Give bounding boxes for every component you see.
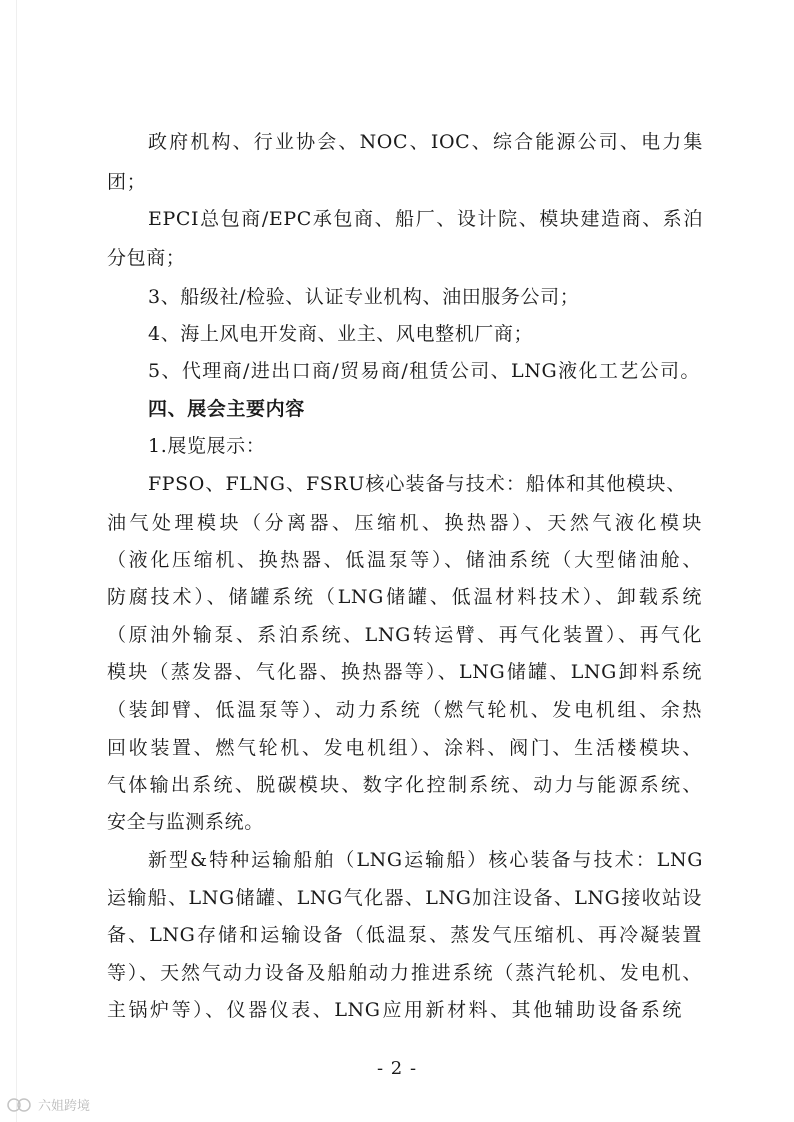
text-line: 新型&特种运输船舶（LNG运输船）核心装备与技术：LNG — [148, 849, 703, 871]
watermark-logo-icon — [6, 1097, 34, 1113]
text-line: 气体输出系统、脱碳模块、数字化控制系统、动力与能源系统、 — [107, 774, 702, 796]
page-number: - 2 - — [376, 1058, 418, 1079]
text-line: 5、代理商/进出口商/贸易商/租赁公司、LNG液化工艺公司。 — [148, 360, 700, 382]
text-line: 回收装置、燃气轮机、发电机组）、涂料、阀门、生活楼模块、 — [107, 737, 702, 759]
text-line: 模块（蒸发器、气化器、换热器等）、LNG储罐、LNG卸料系统 — [107, 661, 702, 683]
text-line: 防腐技术）、储罐系统（LNG储罐、低温材料技术）、卸载系统 — [107, 586, 702, 608]
section-heading: 四、展会主要内容 — [148, 398, 305, 420]
text-line: 团； — [107, 171, 147, 193]
scan-edge — [16, 0, 17, 1122]
text-line: EPCI总包商/EPC承包商、船厂、设计院、模块建造商、系泊 — [148, 208, 703, 230]
text-line: （液化压缩机、换热器、低温泵等）、储油系统（大型储油舱、 — [107, 549, 702, 571]
text-line: 安全与监测系统。 — [107, 811, 264, 833]
watermark-text: 六姐跨境 — [38, 1099, 91, 1114]
text-line: 政府机构、行业协会、NOC、IOC、综合能源公司、电力集 — [148, 131, 703, 153]
text-line: 4、海上风电开发商、业主、风电整机厂商； — [148, 323, 534, 345]
text-line: （装卸臂、低温泵等）、动力系统（燃气轮机、发电机组、余热 — [107, 699, 702, 721]
text-line: 等）、天然气动力设备及船舶动力推进系统（蒸汽轮机、发电机、 — [107, 962, 702, 984]
text-line: 运输船、LNG储罐、LNG气化器、LNG加注设备、LNG接收站设 — [107, 887, 702, 909]
text-line: 3、船级社/检验、认证专业机构、油田服务公司； — [148, 286, 580, 308]
text-line: 油气处理模块（分离器、压缩机、换热器）、天然气液化模块 — [107, 512, 702, 534]
text-line: 备、LNG存储和运输设备（低温泵、蒸发气压缩机、再冷凝装置 — [107, 924, 702, 946]
subsection-heading: 1.展览展示： — [148, 435, 266, 457]
text-line: （原油外输泵、系泊系统、LNG转运臂、再气化装置）、再气化 — [107, 624, 702, 646]
text-line: FPSO、FLNG、FSRU核心装备与技术：船体和其他模块、 — [148, 473, 686, 495]
text-line: 分包商； — [107, 247, 186, 269]
watermark — [6, 1095, 90, 1114]
text-line: 主锅炉等）、仪器仪表、LNG应用新材料、其他辅助设备系统 — [107, 999, 682, 1021]
